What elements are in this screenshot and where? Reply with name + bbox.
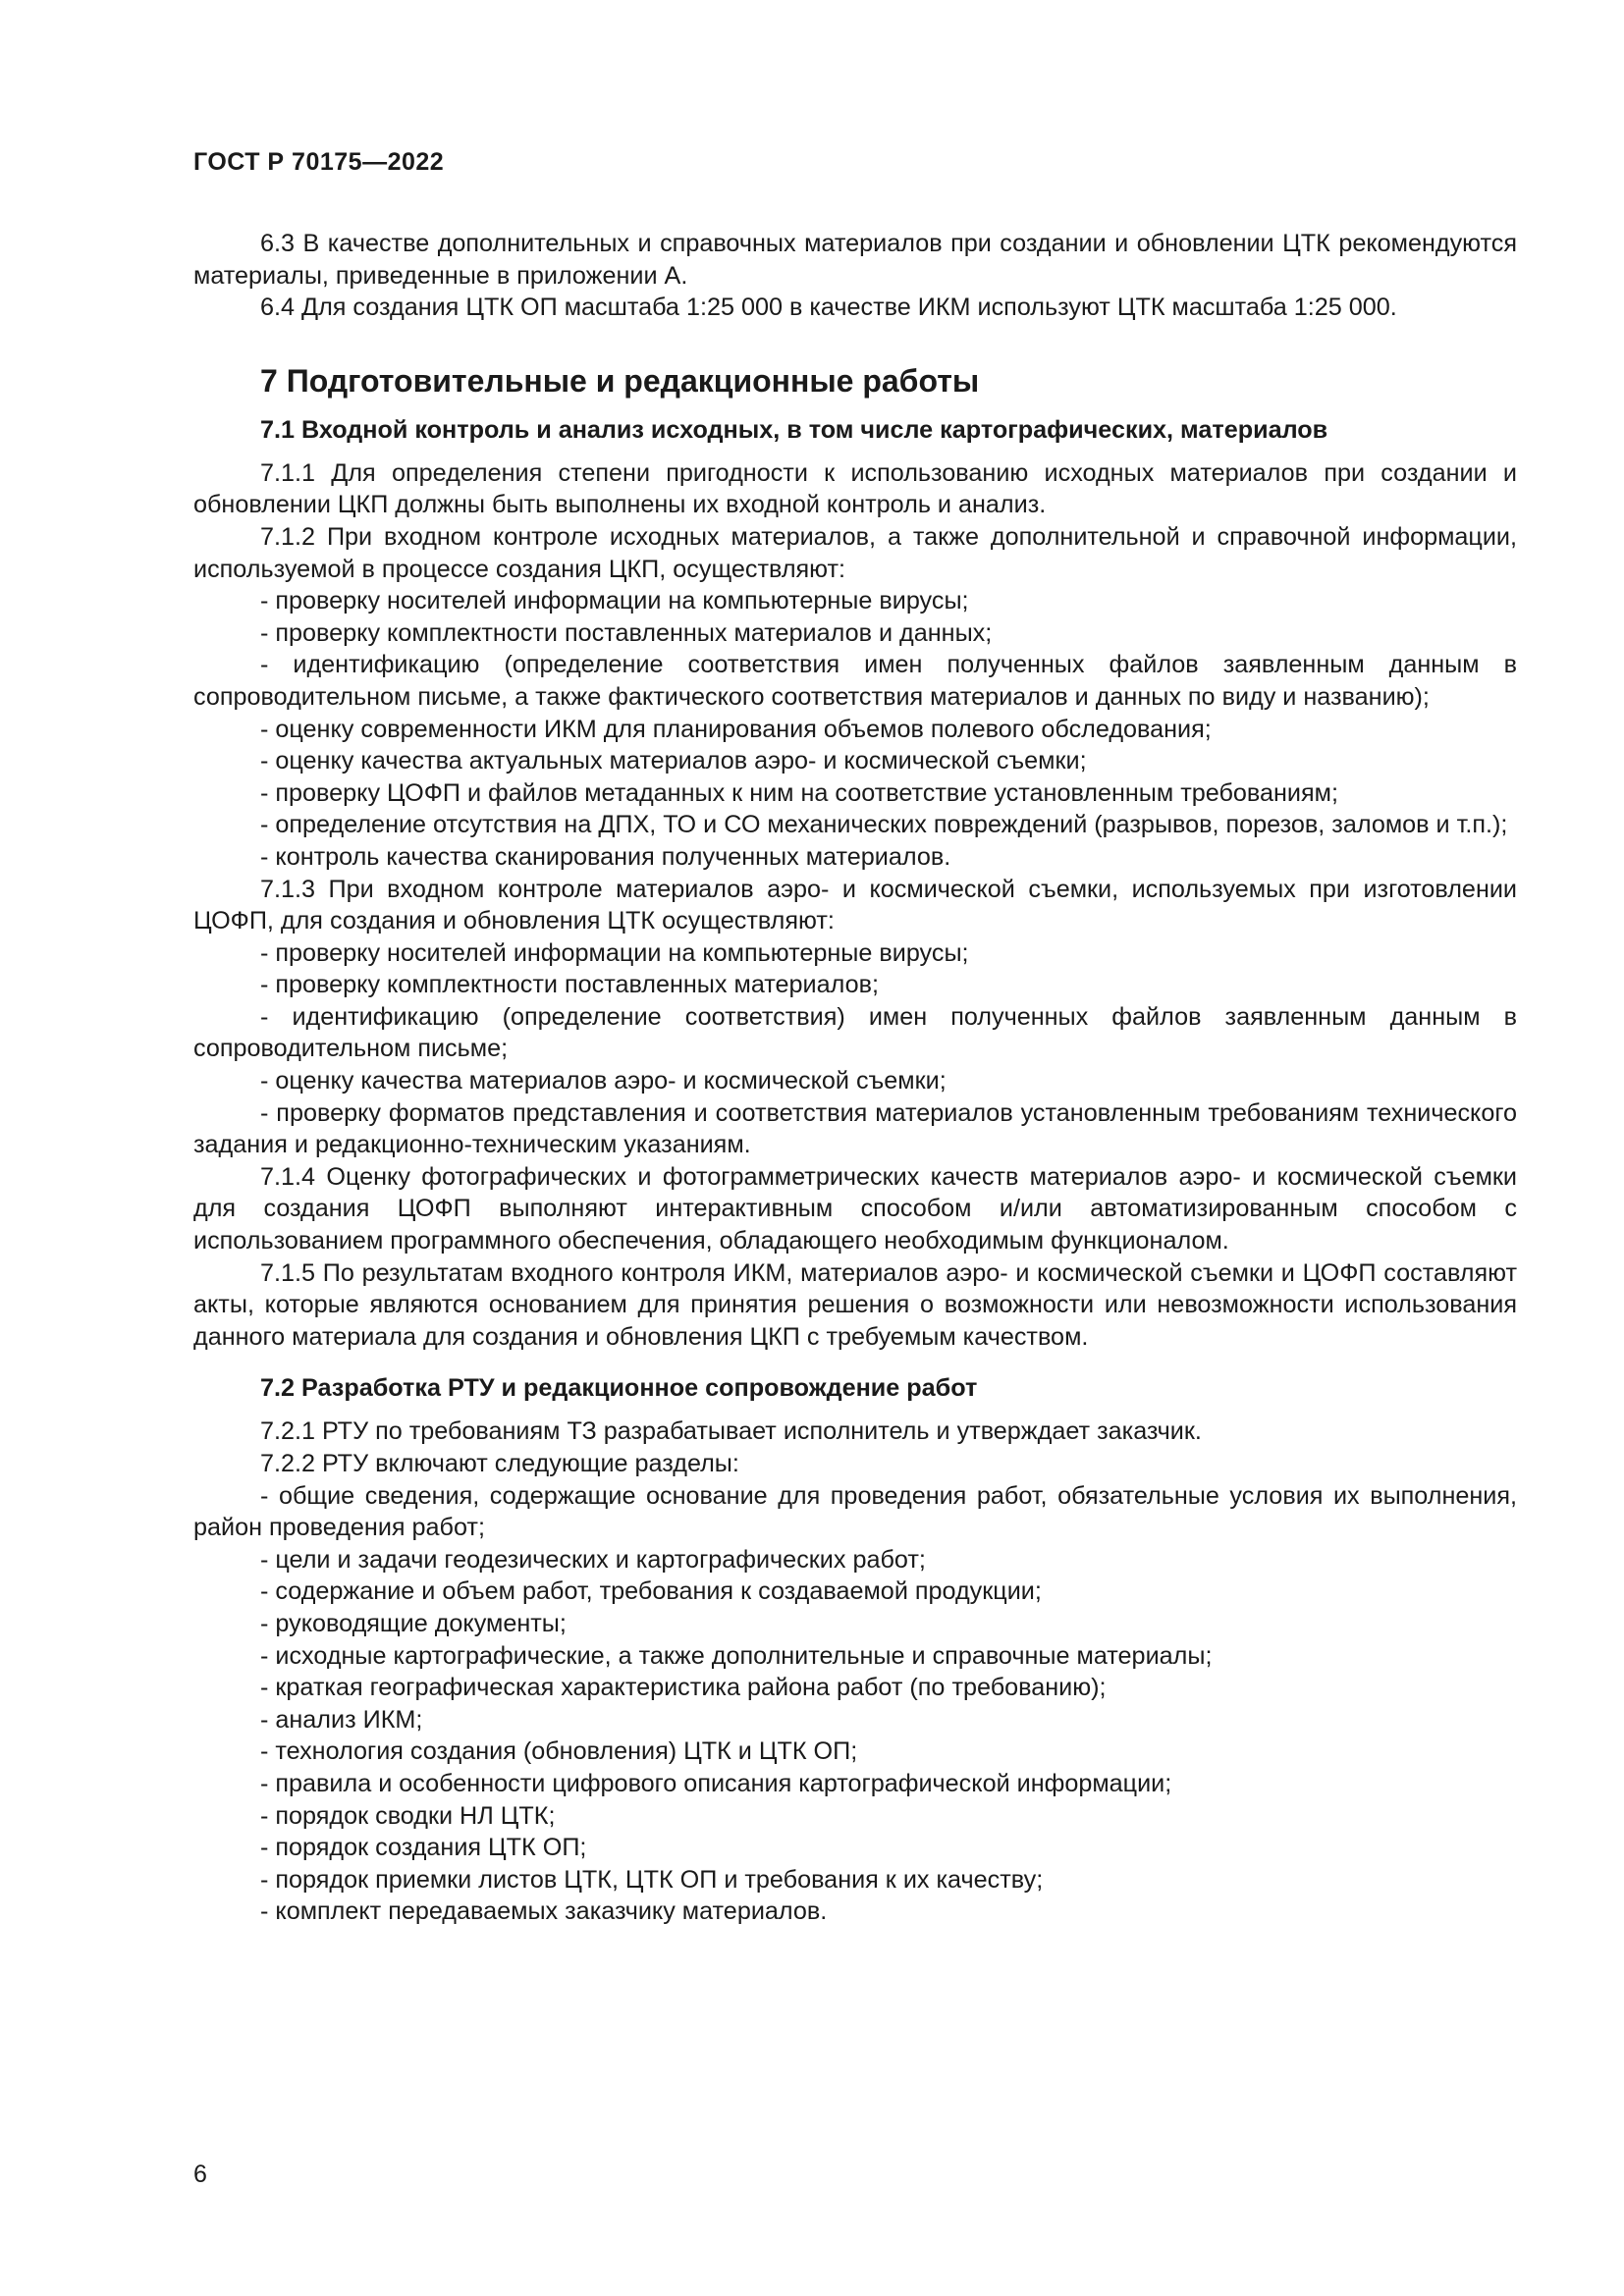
list-item: - правила и особенности цифрового описания картографической информации; — [260, 1769, 1172, 1797]
paragraph-6-3: 6.3 В качестве дополнительных и справочных материалов при создании и обновлении ЦТК рекомендуются материалы, приведенные в приложении А. — [193, 230, 1517, 290]
page-content — [193, 228, 1517, 1928]
list-item: - анализ ИКМ; — [260, 1705, 423, 1734]
list-item: - порядок создания ЦТК ОП; — [260, 1834, 587, 1862]
list-item: - порядок приемки листов ЦТК, ЦТК ОП и требования к их качеству; — [260, 1865, 1044, 1894]
list-item: - содержание и объем работ, требования к создаваемой продукции; — [260, 1577, 1042, 1606]
list-item: - общие сведения, содержащие основание для проведения работ, обязательные условия их выполнения, район проведения работ; — [193, 1481, 1517, 1542]
list-item: - проверку комплектности поставленных материалов и данных; — [260, 618, 993, 647]
list-item: - идентификацию (определение соответствия) имен полученных файлов заявленным данным в сопроводительном письме; — [193, 1002, 1517, 1063]
paragraph-7-1-2: 7.1.2 При входном контроле исходных материалов, а также дополнительной и справочной информации, используемой в процессе создания ЦКП, осуществляют: — [193, 522, 1517, 583]
page-number: 6 — [193, 2161, 207, 2188]
list-item: - цели и задачи геодезических и картографических работ; — [260, 1545, 926, 1574]
list-item: - идентификацию (определение соответствия имен полученных файлов заявленным данным в сопроводительном письме, а также фактического соответствия материалов и данных по виду и названию); — [193, 651, 1517, 711]
document-code-header: ГОСТ Р 70175—2022 — [193, 148, 445, 176]
paragraph-7-2-1: 7.2.1 РТУ по требованиям ТЗ разрабатывает исполнитель и утверждает заказчик. — [260, 1417, 1202, 1446]
subsection-7-2-heading: 7.2 Разработка РТУ и редакционное сопровождение работ — [260, 1374, 978, 1403]
list-item: - определение отсутствия на ДПХ, ТО и СО механических повреждений (разрывов, порезов, заломов и т.п.); — [260, 811, 1508, 839]
paragraph-7-1-4: 7.1.4 Оценку фотографических и фотограмметрических качеств материалов аэро- и космической съемки для создания ЦОФП выполняют интерактивным способом и/или автоматизированным способом с использованием программного обеспечения, обладающего необходимым функционалом. — [193, 1162, 1517, 1255]
section-7-heading: 7 Подготовительные и редакционные работы — [260, 362, 980, 399]
list-item: - оценку качества актуальных материалов аэро- и космической съемки; — [260, 747, 1087, 775]
list-item: - проверку носителей информации на компьютерные вирусы; — [260, 587, 969, 615]
list-item: - контроль качества сканирования полученных материалов. — [260, 842, 951, 871]
paragraph-7-1-1: 7.1.1 Для определения степени пригодности к использованию исходных материалов при создании и обновлении ЦКП должны быть выполнены их входной контроль и анализ. — [193, 458, 1517, 519]
list-item: - проверку комплектности поставленных материалов; — [260, 971, 879, 999]
list-item: - оценку качества материалов аэро- и космической съемки; — [260, 1067, 947, 1095]
list-item: - оценку современности ИКМ для планирования объемов полевого обследования; — [260, 715, 1212, 743]
list-item: - проверку форматов представления и соответствия материалов установленным требованиям технического задания и редакционно-техническим указаниям. — [193, 1098, 1517, 1159]
paragraph-7-2-2: 7.2.2 РТУ включают следующие разделы: — [260, 1450, 739, 1477]
paragraph-7-1-3: 7.1.3 При входном контроле материалов аэро- и космической съемки, используемых при изготовлении ЦОФП, для создания и обновления ЦТК осуществляют: — [193, 875, 1517, 935]
subsection-7-1-heading: 7.1 Входной контроль и анализ исходных, в том числе картографических, материалов — [260, 415, 1328, 444]
list-item: - исходные картографические, а также дополнительные и справочные материалы; — [260, 1641, 1213, 1670]
paragraph-6-4: 6.4 Для создания ЦТК ОП масштаба 1:25 000 в качестве ИКМ используют ЦТК масштаба 1:25 000. — [260, 294, 1397, 322]
list-item: - руководящие документы; — [260, 1609, 567, 1637]
list-item: - технология создания (обновления) ЦТК и ЦТК ОП; — [260, 1737, 858, 1766]
list-item: - проверку носителей информации на компьютерные вирусы; — [260, 938, 969, 967]
list-item: - краткая географическая характеристика района работ (по требованию); — [260, 1674, 1107, 1702]
list-item: - порядок сводки НЛ ЦТК; — [260, 1801, 556, 1830]
list-item: - проверку ЦОФП и файлов метаданных к ним на соответствие установленным требованиям; — [260, 778, 1338, 807]
list-item: - комплект передаваемых заказчику материалов. — [260, 1897, 828, 1926]
paragraph-7-1-5: 7.1.5 По результатам входного контроля ИКМ, материалов аэро- и космической съемки и ЦОФП составляют акты, которые являются основанием для принятия решения о возможности или невозможности использования данного материала для создания и обновления ЦКП с требуемым качеством. — [193, 1258, 1517, 1351]
